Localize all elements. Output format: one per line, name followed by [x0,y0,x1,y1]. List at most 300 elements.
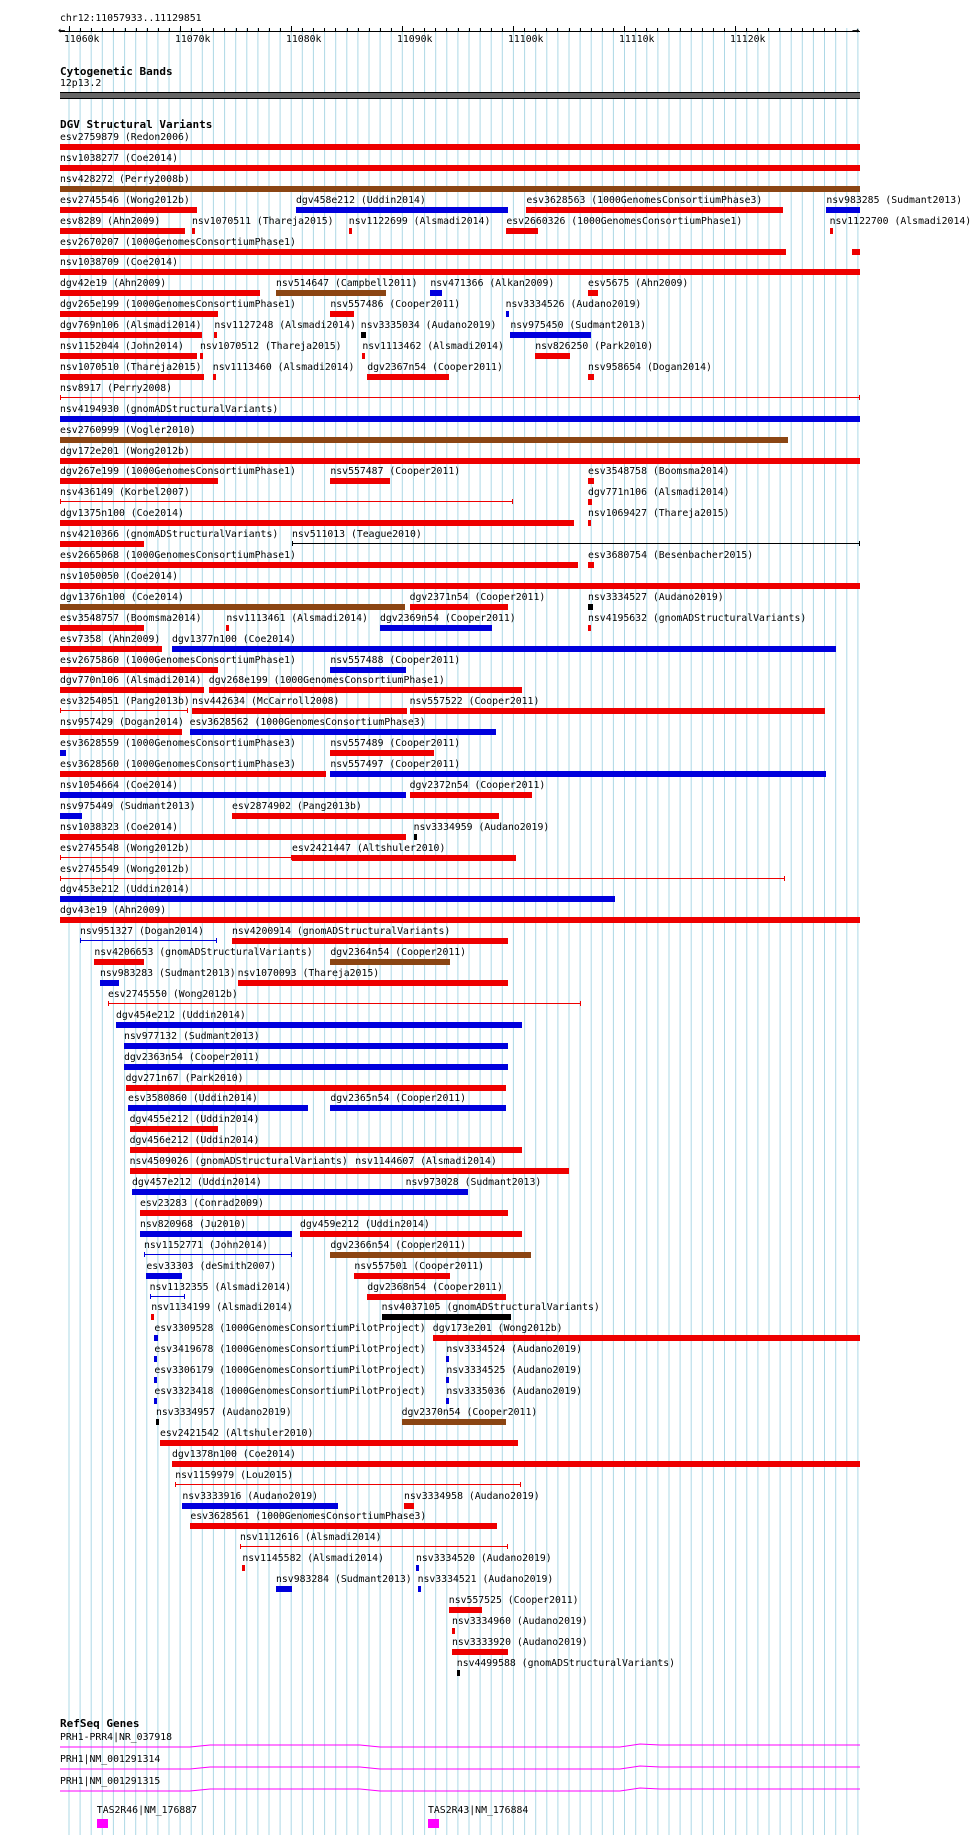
ruler-minor-tick [125,28,126,31]
variant-label: dgv769n106 (Alsmadi2014) [60,320,202,332]
variant-bar[interactable] [330,1105,505,1111]
variant-label: nsv1070511 (Thareja2015) [192,215,334,227]
variant-bar[interactable] [140,1231,292,1237]
variant-bar[interactable] [154,1398,157,1404]
ruler-minor-tick [713,28,714,31]
variant-label: dgv1376n100 (Coe2014) [60,591,184,603]
ruler-minor-tick [768,28,769,31]
variant-bar[interactable] [404,1503,414,1509]
variant-bar[interactable] [242,1565,245,1571]
variant-label: esv3254051 (Pang2013b) [60,696,190,708]
variant-bar[interactable] [588,625,591,631]
variant-label: esv7358 (Ahn2009) [60,633,161,645]
variant-bar[interactable] [60,917,860,923]
variant-bar[interactable] [60,269,860,275]
ruler-minor-tick [802,28,803,31]
ruler-left-arrow: ← [58,23,66,37]
variant-bar[interactable] [410,604,508,610]
variant-label: nsv1070093 (Thareja2015) [237,968,380,979]
ruler-minor-tick [569,28,570,31]
variant-bar[interactable] [410,708,825,714]
ruler-minor-tick [280,28,281,31]
ruler-minor-tick [347,28,348,31]
variant-bar[interactable] [140,1210,508,1216]
variant-bar[interactable] [116,1022,522,1028]
ruler-minor-tick [469,28,470,31]
ruler-minor-tick [591,28,592,31]
variant-bar[interactable] [60,541,144,547]
variant-label: nsv4509026 (gnomADStructuralVariants) [129,1156,348,1168]
ruler-minor-tick [247,28,248,31]
ruler-major-tick [291,26,292,31]
variant-bar[interactable] [60,374,204,380]
variant-bar[interactable] [367,1294,505,1300]
variant-bar[interactable] [418,1586,421,1592]
variant-bar[interactable] [232,938,508,944]
variant-bar[interactable] [60,478,218,484]
ruler-tick-label: 11090k [397,34,433,45]
variant-label: nsv436149 (Korbel2007) [60,487,190,499]
ruler-minor-tick [557,28,558,31]
variant-label: esv2660326 (1000GenomesConsortiumPhase1) [506,215,743,227]
variant-label: esv2759879 (Redon2006) [60,132,190,143]
variant-bar[interactable] [124,1064,508,1070]
variant-bar[interactable] [367,374,449,380]
variant-bar[interactable] [60,207,197,213]
variant-bar[interactable] [354,1273,450,1279]
variant-bar[interactable] [330,771,825,777]
dgv-track-title: DGV Structural Variants [60,118,213,131]
variant-bar[interactable] [60,604,405,610]
variant-bar[interactable] [190,729,496,735]
variant-bar[interactable] [588,499,592,505]
variant-label: dgv457e212 (Uddin2014) [132,1177,262,1188]
variant-bar[interactable] [232,813,499,819]
ruler-minor-tick [535,28,536,31]
ruler-minor-tick [491,28,492,31]
variant-bar[interactable] [826,207,860,213]
variant-label: dgv2364n54 (Cooper2011) [330,947,467,959]
variant-bar[interactable] [588,562,594,568]
variant-bar[interactable] [452,1628,455,1634]
transcript-line[interactable] [60,1742,860,1752]
variant-label: nsv3334527 (Audano2019) [588,591,724,603]
variant-label: dgv456e212 (Uddin2014) [129,1135,260,1147]
variant-bar[interactable] [60,896,615,902]
variant-bar[interactable] [276,290,386,296]
variant-label: dgv268e199 (1000GenomesConsortiumPhase1) [208,675,445,687]
variant-bar[interactable] [446,1377,449,1383]
variant-bar[interactable] [60,583,860,589]
variant-bar[interactable] [588,374,594,380]
variant-bar[interactable] [446,1398,449,1404]
variant-bar[interactable] [330,750,434,756]
variant-label: nsv557489 (Cooper2011) [330,738,461,750]
variant-bar[interactable] [830,228,833,234]
variant-label: nsv511013 (Teague2010) [292,529,422,541]
ruler-minor-tick [424,28,425,31]
variant-label: nsv3335036 (Audano2019) [446,1386,583,1397]
variant-bar[interactable] [526,207,783,213]
variant-bar[interactable] [175,1484,521,1485]
variant-bar[interactable] [60,458,860,464]
variant-bar[interactable] [60,687,204,693]
cytoband-bar[interactable] [60,92,860,99]
variant-bar[interactable] [209,687,523,693]
variant-label: esv2745549 (Wong2012b) [60,863,190,875]
ruler-minor-tick [635,28,636,31]
ruler-minor-tick [80,28,81,31]
ruler-minor-tick [724,28,725,31]
ruler-minor-tick [824,28,825,31]
variant-bar[interactable] [276,1586,292,1592]
ruler-minor-tick [446,28,447,31]
variant-bar[interactable] [410,792,532,798]
variant-bar[interactable] [150,1296,185,1297]
variant-bar[interactable] [60,667,218,673]
ruler-tick-label: 11120k [730,34,766,45]
variant-bar[interactable] [192,708,407,714]
variant-bar[interactable] [172,1461,860,1467]
ruler-minor-tick [691,28,692,31]
variant-bar[interactable] [60,834,406,840]
ruler-minor-tick [136,28,137,31]
variant-bar[interactable] [128,1105,308,1111]
ruler-right-arrow: → [852,23,860,37]
variant-label: nsv3334520 (Audano2019) [416,1553,552,1565]
variant-bar[interactable] [433,1335,860,1341]
transcript-label: PRH1|NM_001291315 [60,1776,161,1787]
variant-bar[interactable] [510,332,591,338]
variant-bar[interactable] [60,144,860,150]
variant-bar[interactable] [330,311,354,317]
variant-bar[interactable] [213,374,216,380]
ruler-minor-tick [458,28,459,31]
variant-label: esv2675860 (1000GenomesConsortiumPhase1) [60,654,296,666]
variant-label: esv2760999 (Vogler2010) [60,424,196,436]
variant-label: esv3323418 (1000GenomesConsortiumPilotProject) [154,1386,426,1397]
variant-bar[interactable] [330,1252,531,1258]
variant-label: nsv4037105 (gnomADStructuralVariants) [381,1302,600,1314]
variant-bar[interactable] [60,397,860,398]
variant-bar[interactable] [60,437,788,443]
variant-bar[interactable] [355,1168,358,1174]
variant-label: dgv2368n54 (Cooper2011) [367,1281,503,1293]
variant-bar[interactable] [60,186,860,192]
variant-label: esv3419678 (1000GenomesConsortiumPilotProject) [154,1344,426,1356]
variant-bar[interactable] [214,332,217,338]
variant-label: esv3628560 (1000GenomesConsortiumPhase3) [60,759,296,770]
variant-label: nsv1112616 (Alsmadi2014) [240,1532,382,1544]
ruler-minor-tick [480,28,481,31]
refseq-track-title: RefSeq Genes [60,1717,140,1730]
ruler-minor-tick [791,28,792,31]
variant-bar[interactable] [506,228,537,234]
ruler-minor-tick [369,28,370,31]
ruler-tick-label: 11070k [175,34,211,45]
variant-label: esv3580860 (Uddin2014) [128,1093,258,1105]
ruler-minor-tick [313,28,314,31]
ruler-minor-tick [324,28,325,31]
variant-bar[interactable] [588,604,593,610]
ruler-minor-tick [158,28,159,31]
variant-label: nsv3333916 (Audano2019) [182,1490,319,1502]
variant-label: esv2745550 (Wong2012b) [108,988,238,1000]
variant-bar[interactable] [588,520,591,526]
ruler-minor-tick [602,28,603,31]
variant-bar[interactable] [146,1273,181,1279]
variant-bar[interactable] [60,249,786,255]
variant-label: nsv1038709 (Coe2014) [60,257,178,269]
variant-bar[interactable] [60,520,574,526]
variant-bar[interactable] [144,1254,292,1255]
variant-label: nsv1122699 (Alsmadi2014) [348,215,491,227]
variant-label: nsv1070512 (Thareja2015) [200,341,342,352]
variant-bar[interactable] [172,646,836,652]
ruler-minor-tick [269,28,270,31]
variant-bar[interactable] [60,813,82,819]
ruler-minor-tick [646,28,647,31]
ruler-minor-tick [202,28,203,31]
variant-label: nsv4206653 (gnomADStructuralVariants) [94,947,313,959]
variant-bar[interactable] [108,1003,581,1004]
variant-label: nsv8917 (Perry2008) [60,382,173,394]
gene-label: TAS2R46|NM_176887 [96,1805,198,1816]
variant-bar[interactable] [60,750,66,756]
variant-bar[interactable] [60,311,218,317]
variant-label: dgv454e212 (Uddin2014) [116,1009,246,1021]
variant-label: nsv983283 (Sudmant2013) [100,968,236,979]
variant-bar[interactable] [160,1440,518,1446]
variant-label: nsv557497 (Cooper2011) [330,759,461,770]
variant-bar[interactable] [151,1314,154,1320]
ruler-major-tick [402,26,403,31]
variant-label: nsv1144607 (Alsmadi2014) [355,1156,497,1168]
cytoband-name: 12p13.2 [60,78,102,89]
variant-bar[interactable] [330,667,405,673]
ruler-minor-tick [580,28,581,31]
ruler-tick-label: 11080k [286,34,322,45]
variant-bar[interactable] [300,1231,522,1237]
variant-label: esv2670207 (1000GenomesConsortiumPhase1) [60,236,296,248]
variant-label: nsv1132355 (Alsmadi2014) [149,1281,292,1293]
variant-bar[interactable] [588,290,598,296]
variant-label: nsv4200914 (gnomADStructuralVariants) [232,926,451,938]
transcript-label: PRH1-PRR4|NR_037918 [60,1732,173,1743]
variant-bar[interactable] [449,1607,482,1613]
variant-bar[interactable] [60,646,162,652]
variant-label: nsv975450 (Sudmant2013) [510,320,647,332]
variant-label: esv2745548 (Wong2012b) [60,842,190,854]
variant-bar[interactable] [402,1419,506,1425]
variant-bar[interactable] [154,1356,157,1362]
variant-bar[interactable] [361,332,366,338]
variant-label: dgv771n106 (Alsmadi2014) [588,487,730,499]
variant-bar[interactable] [414,834,417,840]
variant-bar[interactable] [588,478,594,484]
variant-label: dgv265e199 (1000GenomesConsortiumPhase1) [60,299,296,311]
ruler-minor-tick [813,28,814,31]
variant-label: nsv3334958 (Audano2019) [404,1490,540,1502]
variant-bar[interactable] [200,353,203,359]
variant-bar[interactable] [60,501,513,502]
ruler-position-label: chr12:11057933..11129851 [60,13,202,24]
variant-bar[interactable] [296,207,508,213]
ruler-minor-tick [668,28,669,31]
variant-label: dgv2367n54 (Cooper2011) [367,361,503,373]
variant-bar[interactable] [60,729,182,735]
variant-label: nsv958654 (Dogan2014) [588,361,712,373]
variant-bar[interactable] [60,165,860,171]
variant-label: nsv557487 (Cooper2011) [330,466,461,478]
variant-bar[interactable] [60,857,292,858]
variant-label: dgv267e199 (1000GenomesConsortiumPhase1) [60,466,296,478]
ruler-minor-tick [213,28,214,31]
variant-bar[interactable] [330,959,449,965]
variant-label: nsv1069427 (Thareja2015) [588,508,730,520]
variant-label: dgv458e212 (Uddin2014) [296,194,426,206]
variant-bar[interactable] [132,1189,406,1195]
variant-bar[interactable] [130,1126,219,1132]
variant-bar[interactable] [60,710,188,711]
ruler-minor-tick [524,28,525,31]
variant-bar[interactable] [60,771,326,777]
variant-label: esv3628563 (1000GenomesConsortiumPhase3) [526,194,763,206]
variant-bar[interactable] [852,249,860,255]
variant-label: nsv1113461 (Alsmadi2014) [226,612,368,624]
variant-label: dgv43e19 (Ahn2009) [60,905,167,917]
variant-label: nsv1070510 (Thareja2015) [60,361,202,373]
variant-bar[interactable] [60,228,185,234]
variant-bar[interactable] [349,228,352,234]
variant-label: esv8289 (Ahn2009) [60,215,161,227]
variant-label: dgv2369n54 (Cooper2011) [380,612,516,624]
variant-label: nsv3334960 (Audano2019) [452,1615,588,1627]
ruler-minor-tick [435,28,436,31]
variant-label: nsv826250 (Park2010) [535,341,654,352]
variant-bar[interactable] [452,1649,508,1655]
variant-bar[interactable] [362,353,365,359]
variant-bar[interactable] [406,1189,468,1195]
variant-label: dgv453e212 (Uddin2014) [60,884,190,896]
ruler-minor-tick [413,28,414,31]
ruler-minor-tick [657,28,658,31]
variant-label: esv3548757 (Boomsma2014) [60,612,202,624]
variant-label: nsv951327 (Dogan2014) [80,926,204,938]
transcript-line[interactable] [60,1764,860,1774]
variant-bar[interactable] [292,855,516,861]
variant-bar[interactable] [535,353,569,359]
variant-bar[interactable] [240,1546,508,1547]
variant-bar[interactable] [60,792,406,798]
ruler-tick-label: 11110k [619,34,655,45]
ruler-minor-tick [102,28,103,31]
variant-label: nsv1145582 (Alsmadi2014) [242,1553,384,1565]
variant-label: dgv1378n100 (Coe2014) [172,1448,296,1460]
variant-bar[interactable] [292,543,860,544]
variant-bar[interactable] [182,1503,338,1509]
variant-bar[interactable] [60,878,785,879]
variant-bar[interactable] [60,625,144,631]
variant-label: nsv983284 (Sudmant2013) [276,1574,412,1586]
ruler-minor-tick [335,28,336,31]
variant-label: nsv1054664 (Coe2014) [60,779,178,791]
transcript-line[interactable] [60,1786,860,1796]
variant-label: dgv2370n54 (Cooper2011) [401,1406,538,1418]
variant-bar[interactable] [457,1670,460,1676]
variant-bar[interactable] [60,353,197,359]
variant-bar[interactable] [446,1356,449,1362]
ruler-minor-tick [191,28,192,31]
variant-label: esv3548758 (Boomsma2014) [588,466,730,478]
ruler-major-tick [735,26,736,31]
ruler-major-tick [69,26,70,31]
variant-bar[interactable] [190,1523,496,1529]
variant-bar[interactable] [60,562,578,568]
ruler-major-tick [624,26,625,31]
variant-bar[interactable] [100,980,119,986]
variant-bar[interactable] [506,311,509,317]
transcript-label: PRH1|NM_001291314 [60,1754,161,1765]
variant-label: nsv3334526 (Audano2019) [505,299,642,311]
variant-label: esv2745546 (Wong2012b) [60,194,190,206]
variant-label: dgv1375n100 (Coe2014) [60,508,184,520]
variant-bar[interactable] [94,959,144,965]
variant-bar[interactable] [60,332,202,338]
variant-bar[interactable] [80,940,217,941]
ruler-tick-label: 11100k [508,34,544,45]
variant-label: nsv3334524 (Audano2019) [446,1344,583,1356]
variant-label: esv3309528 (1000GenomesConsortiumPilotProject) [154,1323,426,1335]
gene-exon[interactable] [97,1819,108,1828]
ruler-major-tick [180,26,181,31]
variant-bar[interactable] [226,625,229,631]
variant-label: nsv4195632 (gnomADStructuralVariants) [588,612,807,624]
variant-bar[interactable] [238,980,508,986]
variant-label: dgv2365n54 (Cooper2011) [330,1093,467,1105]
variant-bar[interactable] [380,625,492,631]
variant-bar[interactable] [156,1419,159,1425]
variant-bar[interactable] [382,1314,512,1320]
variant-label: dgv2371n54 (Cooper2011) [409,591,546,603]
variant-label: dgv455e212 (Uddin2014) [129,1114,260,1126]
variant-bar[interactable] [130,1147,523,1153]
variant-label: dgv2366n54 (Cooper2011) [330,1239,467,1251]
variant-bar[interactable] [330,478,389,484]
variant-bar[interactable] [430,290,442,296]
ruler-minor-tick [757,28,758,31]
ruler-minor-tick [391,28,392,31]
variant-bar[interactable] [60,290,260,296]
variant-bar[interactable] [60,416,860,422]
variant-bar[interactable] [154,1377,157,1383]
variant-bar[interactable] [124,1043,508,1049]
variant-bar[interactable] [130,1168,569,1174]
variant-bar[interactable] [126,1085,506,1091]
variant-label: dgv2372n54 (Cooper2011) [409,779,546,791]
ruler-minor-tick [779,28,780,31]
gene-exon[interactable] [428,1819,439,1828]
variant-bar[interactable] [154,1335,157,1341]
variant-label: nsv3334521 (Audano2019) [417,1574,554,1586]
variant-bar[interactable] [416,1565,419,1571]
variant-label: dgv2363n54 (Cooper2011) [124,1051,260,1063]
ruler-minor-tick [224,28,225,31]
variant-label: nsv557522 (Cooper2011) [409,696,540,708]
variant-label: dgv173e201 (Wong2012b) [432,1323,563,1335]
variant-label: nsv3334959 (Audano2019) [413,821,550,833]
variant-bar[interactable] [192,228,195,234]
